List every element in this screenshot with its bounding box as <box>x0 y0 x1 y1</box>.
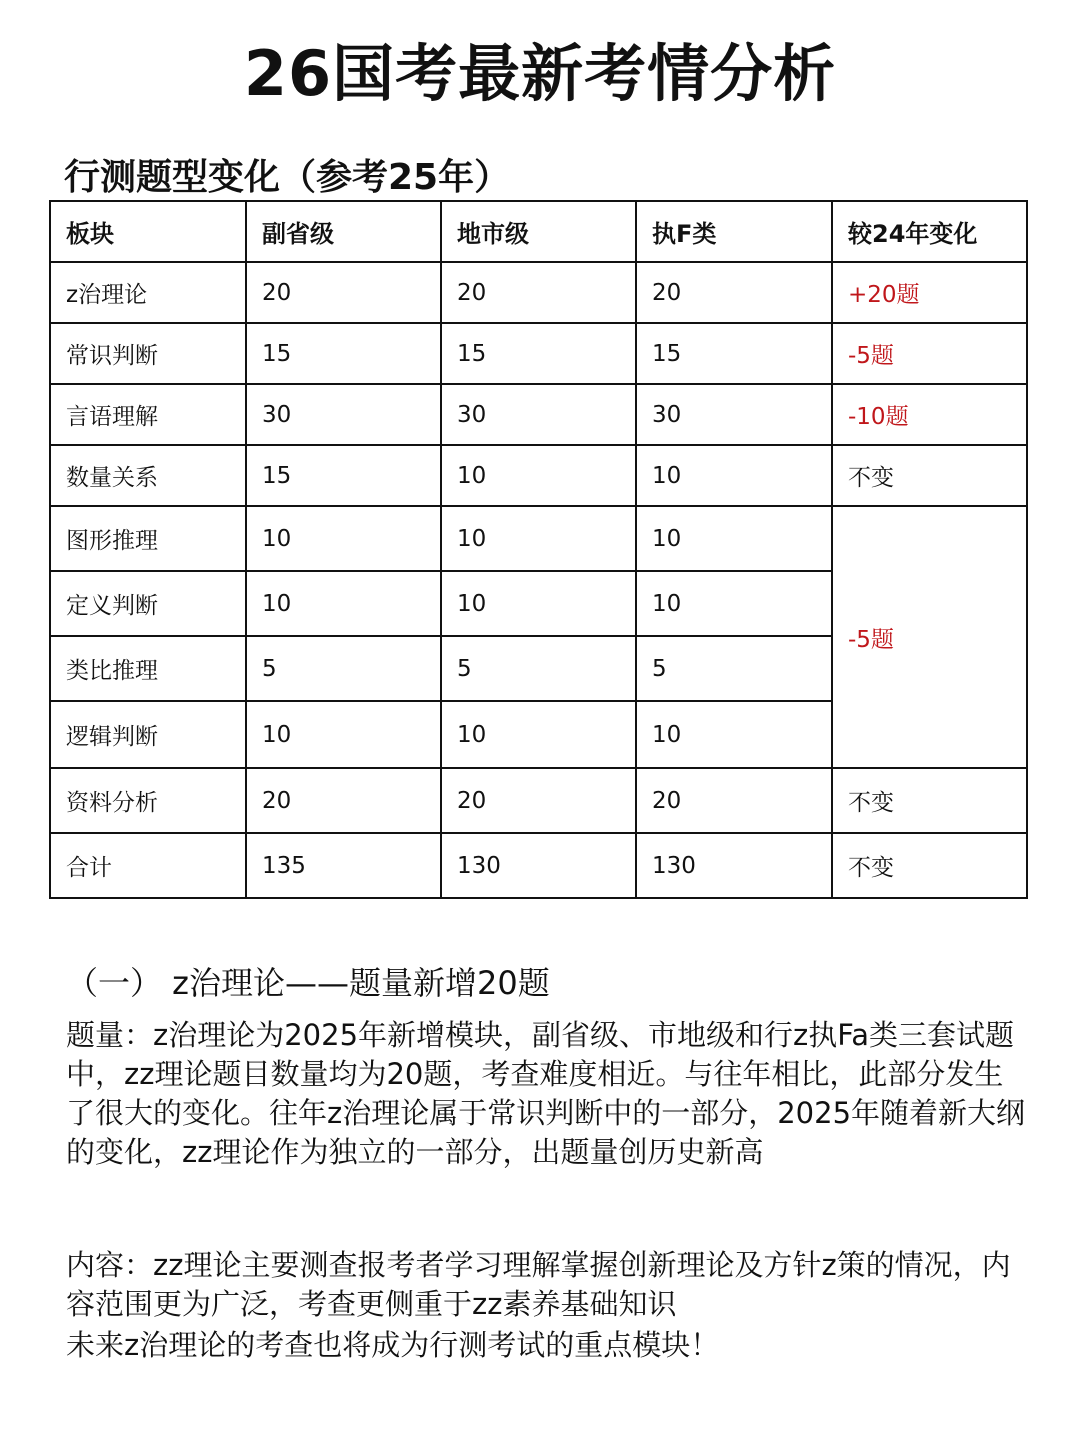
table-row <box>50 323 1027 384</box>
cell-value: 30 <box>636 384 832 445</box>
cell-value: 10 <box>246 571 441 636</box>
change-cell: -5题 <box>832 323 1027 384</box>
merged-change-cell: -5题 <box>832 506 1027 768</box>
table-row <box>50 506 1027 571</box>
change-cell: 不变 <box>832 833 1027 898</box>
cell-value: 10 <box>246 506 441 571</box>
cell-value: 130 <box>441 833 636 898</box>
change-cell: -10题 <box>832 384 1027 445</box>
row-label: 逻辑判断 <box>50 701 246 768</box>
row-label: 合计 <box>50 833 246 898</box>
table-row-total <box>50 833 1027 898</box>
row-label: 数量关系 <box>50 445 246 506</box>
table-header-row <box>50 201 1027 262</box>
section-heading: （一） z治理论——题量新增20题 <box>66 964 550 1002</box>
cell-value: 5 <box>636 636 832 701</box>
change-cell: 不变 <box>832 445 1027 506</box>
cell-value: 20 <box>246 262 441 323</box>
row-label: 类比推理 <box>50 636 246 701</box>
row-label: 常识判断 <box>50 323 246 384</box>
change-cell: +20题 <box>832 262 1027 323</box>
header-cell-module: 板块 <box>50 201 246 262</box>
cell-value: 10 <box>441 701 636 768</box>
cell-value: 135 <box>246 833 441 898</box>
page-title: 26国考最新考情分析 <box>243 37 837 110</box>
header-cell-sub-provincial: 副省级 <box>246 201 441 262</box>
cell-value: 15 <box>246 323 441 384</box>
change-cell: 不变 <box>832 768 1027 833</box>
cell-value: 5 <box>246 636 441 701</box>
cell-value: 30 <box>441 384 636 445</box>
cell-value: 20 <box>441 262 636 323</box>
cell-value: 20 <box>246 768 441 833</box>
table-caption: 行测题型变化（参考25年） <box>64 157 511 198</box>
cell-value: 15 <box>636 323 832 384</box>
cell-value: 10 <box>246 701 441 768</box>
header-cell-municipal: 地市级 <box>441 201 636 262</box>
cell-value: 20 <box>636 262 832 323</box>
paragraph-content: 内容：zz理论主要测查报考者学习理解掌握创新理论及方针z策的情况，内容范围更为广泛，考查更侧重于zz素养基础知识 <box>66 1248 1011 1321</box>
row-label: z治理论 <box>50 262 246 323</box>
exam-structure-table <box>49 200 1028 899</box>
cell-value: 10 <box>636 445 832 506</box>
paragraph-outlook: 未来z治理论的考查也将成为行测考试的重点模块！ <box>66 1328 720 1362</box>
table-row <box>50 768 1027 833</box>
row-label: 资料分析 <box>50 768 246 833</box>
cell-value: 20 <box>441 768 636 833</box>
cell-value: 10 <box>636 506 832 571</box>
cell-value: 10 <box>441 445 636 506</box>
cell-value: 20 <box>636 768 832 833</box>
cell-value: 30 <box>246 384 441 445</box>
cell-value: 5 <box>441 636 636 701</box>
cell-value: 10 <box>441 506 636 571</box>
cell-value: 10 <box>636 571 832 636</box>
cell-value: 130 <box>636 833 832 898</box>
paragraph-question-volume: 题量：z治理论为2025年新增模块，副省级、市地级和行z执Fa类三套试题中，zz理论题目数量均为20题，考查难度相近。与往年相比，此部分发生了很大的变化。往年z治理论属于常识判断中的一部分，2025年随着新大纲的变化，zz理论作为独立的一部分，出题量创历史新高 <box>66 1018 1026 1169</box>
table-row <box>50 384 1027 445</box>
cell-value: 10 <box>636 701 832 768</box>
cell-value: 15 <box>246 445 441 506</box>
table-row <box>50 262 1027 323</box>
header-cell-change: 较24年变化 <box>832 201 1027 262</box>
row-label: 定义判断 <box>50 571 246 636</box>
row-label: 图形推理 <box>50 506 246 571</box>
table-row <box>50 445 1027 506</box>
cell-value: 10 <box>441 571 636 636</box>
cell-value: 15 <box>441 323 636 384</box>
header-cell-law-enforcement: 执F类 <box>636 201 832 262</box>
row-label: 言语理解 <box>50 384 246 445</box>
